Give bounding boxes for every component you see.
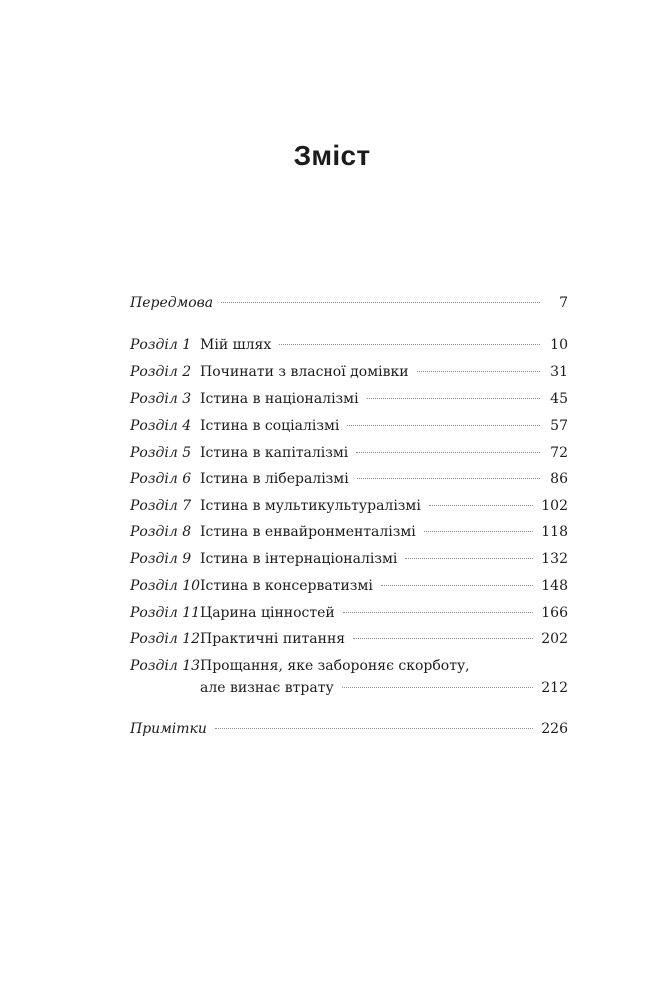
toc-label: Розділ 11 [130, 605, 201, 621]
dot-leader [215, 728, 533, 729]
toc-page-number: 212 [541, 680, 568, 696]
dot-leader [424, 531, 533, 532]
dot-leader [342, 687, 534, 688]
toc-entry-chapter-1[interactable] [130, 336, 568, 354]
toc-title: Істина в соціалізмі [200, 418, 340, 434]
toc-entry-chapter-5[interactable] [130, 444, 568, 462]
toc-page-number: 166 [541, 605, 568, 621]
toc-label: Розділ 12 [130, 631, 201, 647]
toc-label: Розділ 3 [130, 391, 192, 407]
toc-title: Істина в консерватизмі [200, 578, 373, 594]
toc-page-number: 57 [550, 418, 568, 434]
toc-title: Царина цінностей [200, 605, 335, 621]
dot-leader [417, 371, 540, 372]
toc-page-number: 118 [541, 524, 568, 540]
dot-leader [221, 302, 540, 303]
toc-label: Розділ 1 [130, 337, 192, 353]
dot-leader [356, 452, 540, 453]
toc-entry-chapter-8[interactable] [130, 523, 568, 541]
toc-label: Передмова [130, 295, 214, 311]
dot-leader [429, 505, 533, 506]
toc-title: Істина в капіталізмі [200, 445, 349, 461]
toc-entry-chapter-9[interactable] [130, 550, 568, 568]
toc-entry-preface[interactable] [130, 294, 568, 312]
toc-page-number: 72 [550, 445, 568, 461]
dot-leader [367, 398, 540, 399]
toc-page-number: 86 [550, 471, 568, 487]
toc-page-number: 226 [541, 721, 568, 737]
toc-entry-chapter-10[interactable] [130, 577, 568, 595]
toc-entry-chapter-13-continued[interactable] [130, 679, 568, 697]
toc-label: Розділ 6 [130, 471, 192, 487]
toc-entry-chapter-2[interactable] [130, 363, 568, 381]
toc-entry-chapter-6[interactable] [130, 470, 568, 488]
toc-title: Практичні питання [200, 631, 346, 647]
dot-leader [353, 638, 533, 639]
toc-page-number: 31 [550, 364, 568, 380]
toc-page-number: 202 [541, 631, 568, 647]
dot-leader [343, 612, 534, 613]
toc-label: Розділ 10 [130, 578, 201, 594]
toc-title: Істина в інтернаціоналізмі [200, 551, 398, 567]
toc-title: Істина в мультикультуралізмі [200, 498, 421, 514]
toc-title-line-2: але визнає втрату [200, 680, 334, 696]
toc-entry-chapter-3[interactable] [130, 390, 568, 408]
toc-label: Розділ 9 [130, 551, 192, 567]
dot-leader [381, 585, 533, 586]
toc-label: Розділ 8 [130, 524, 192, 540]
toc-title: Мій шлях [200, 337, 272, 353]
page-title: Зміст [293, 140, 371, 171]
toc-label: Розділ 5 [130, 445, 192, 461]
toc-page-number: 45 [550, 391, 568, 407]
toc-entry-chapter-12[interactable] [130, 630, 568, 648]
toc-title: Істина в енвайронменталізмі [200, 524, 416, 540]
toc-title: Істина в лібералізмі [200, 471, 349, 487]
toc-page-number: 102 [541, 498, 568, 514]
toc-label: Примітки [130, 721, 207, 737]
toc-page-number: 7 [559, 295, 568, 311]
toc-entry-chapter-7[interactable] [130, 497, 568, 515]
dot-leader [357, 478, 540, 479]
toc-title: Істина в націоналізмі [200, 391, 359, 407]
toc-title: Починати з власної домівки [200, 364, 409, 380]
toc-entry-notes[interactable] [130, 720, 568, 738]
toc-entry-chapter-11[interactable] [130, 604, 568, 622]
dot-leader [405, 558, 533, 559]
toc-title-line-1: Прощання, яке забороняє скорботу, [200, 658, 470, 674]
toc-label: Розділ 2 [130, 364, 192, 380]
toc-label: Розділ 7 [130, 498, 192, 514]
toc-label: Розділ 13 [130, 658, 201, 674]
dot-leader [347, 425, 540, 426]
toc-page-number: 10 [550, 337, 568, 353]
toc-entry-chapter-13[interactable] [130, 657, 568, 675]
toc-label: Розділ 4 [130, 418, 192, 434]
toc-page-number: 148 [541, 578, 568, 594]
dot-leader [279, 344, 540, 345]
toc-entry-chapter-4[interactable] [130, 417, 568, 435]
toc-page-number: 132 [541, 551, 568, 567]
